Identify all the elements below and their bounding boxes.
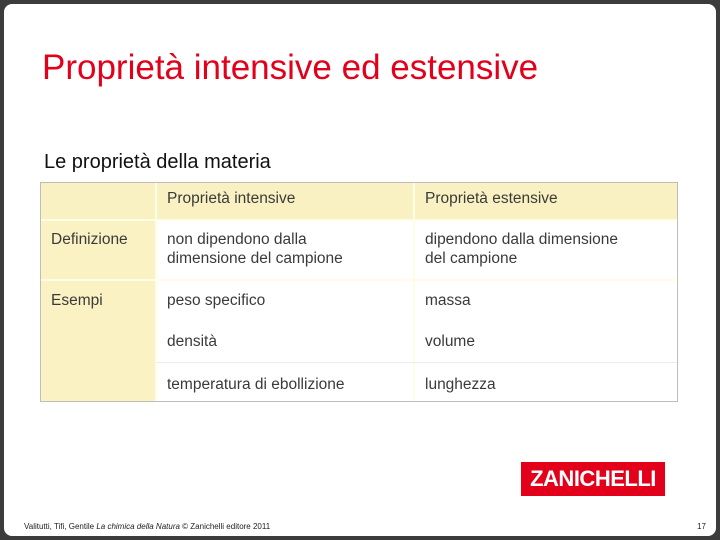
- text-line: dimensione del campione: [167, 250, 343, 267]
- page-number: 17: [697, 522, 706, 531]
- slide-subtitle: Le proprietà della materia: [44, 151, 271, 173]
- cell-definizione-intensive: [157, 221, 413, 279]
- properties-table: [40, 182, 678, 402]
- row-label-esempi: Esempi: [41, 281, 155, 401]
- cell-esempio-intensive-1: peso specifico: [157, 281, 413, 321]
- table-header-corner: [41, 183, 155, 219]
- slide: [4, 4, 716, 536]
- text-line: non dipendono dalla: [167, 231, 307, 248]
- cell-esempio-extensive-3: lunghezza: [415, 363, 677, 401]
- cell-esempio-intensive-2: densità: [157, 321, 413, 362]
- row-divider: [157, 362, 677, 363]
- footer-publisher: © Zanichelli editore 2011: [179, 522, 271, 531]
- footer-credit: [24, 522, 270, 531]
- table-header-intensive: Proprietà intensive: [157, 183, 413, 219]
- zanichelli-logo: ZANICHELLI: [521, 462, 665, 496]
- footer-authors: Valitutti, Tifi, Gentile: [24, 522, 97, 531]
- cell-esempio-intensive-3: temperatura di ebollizione: [157, 363, 413, 401]
- cell-esempio-extensive-2: volume: [415, 321, 677, 362]
- text-line: del campione: [425, 250, 518, 267]
- cell-esempio-extensive-1: massa: [415, 281, 677, 321]
- table-header-extensive: Proprietà estensive: [415, 183, 677, 219]
- row-label-definizione: Definizione: [41, 221, 155, 279]
- text-line: dipendono dalla dimensione: [425, 231, 619, 248]
- cell-definizione-extensive: [415, 221, 677, 279]
- footer-book-title: La chimica della Natura: [96, 522, 180, 531]
- slide-title: Proprietà intensive ed estensive: [42, 48, 539, 87]
